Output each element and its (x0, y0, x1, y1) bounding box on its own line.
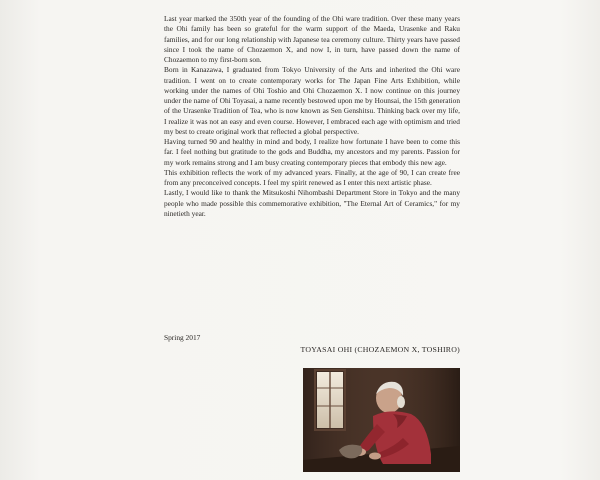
date-line: Spring 2017 (164, 333, 201, 342)
paragraph-5: Lastly, I would like to thank the Mitsukoshi Nihombashi Department Store in Tokyo and the many people who made possible this commemorative exhibition, "The Eternal Art of Ceramics," for my ninetieth year. (164, 188, 460, 218)
paragraph-3: Having turned 90 and healthy in mind and body, I realize how fortunate I have been to come this far. I feel nothing but gratitude to the gods and Buddha, my ancestors and my parents. Passion for my work remains strong and I am busy creating contemporary pieces that embody this new age. (164, 137, 460, 167)
author-signature: TOYASAI OHI (CHOZAEMON X, TOSHIRO) (300, 345, 460, 354)
letter-body (164, 14, 460, 219)
paragraph-4: This exhibition reflects the work of my advanced years. Finally, at the age of 90, I can create free from any preconceived concepts. I feel my spirit renewed as I enter this next artistic phase. (164, 167, 460, 187)
paragraph-2: Born in Kanazawa, I graduated from Tokyo University of the Arts and inherited the Ohi ware tradition. I went on to create contemporary works for The Japan Fine Arts Exhibition, while working under the names of Ohi Toshio and Ohi Chozaemon X. I now continue on this journey under the name of Ohi Toyasai, a name recently bestowed upon me by Hounsai, the 15th generation of the Urasenke Tradition of Tea, who is now known as Sen Genshitsu. Thinking back over my life, I realize it was not an easy and even course. However, I embraced each age with optimism and tried my best to create original work that reflected a global perspective. (164, 65, 460, 136)
paragraph-1: Last year marked the 350th year of the founding of the Ohi ware tradition. Over these many years the Ohi family has been so grateful for the warm support of the Maeda, Urasenke and Raku families, and for our long relationship with Japanese tea ceremony culture. Thirty years have passed since I took the name of Chozaemon X, and now I, in turn, have passed down the name of Chozaemon to my first-born son. (164, 14, 460, 64)
artist-portrait-photo (303, 368, 460, 472)
portrait-illustration (303, 368, 460, 472)
artist-hair (397, 396, 405, 408)
artist-hand (369, 453, 381, 460)
